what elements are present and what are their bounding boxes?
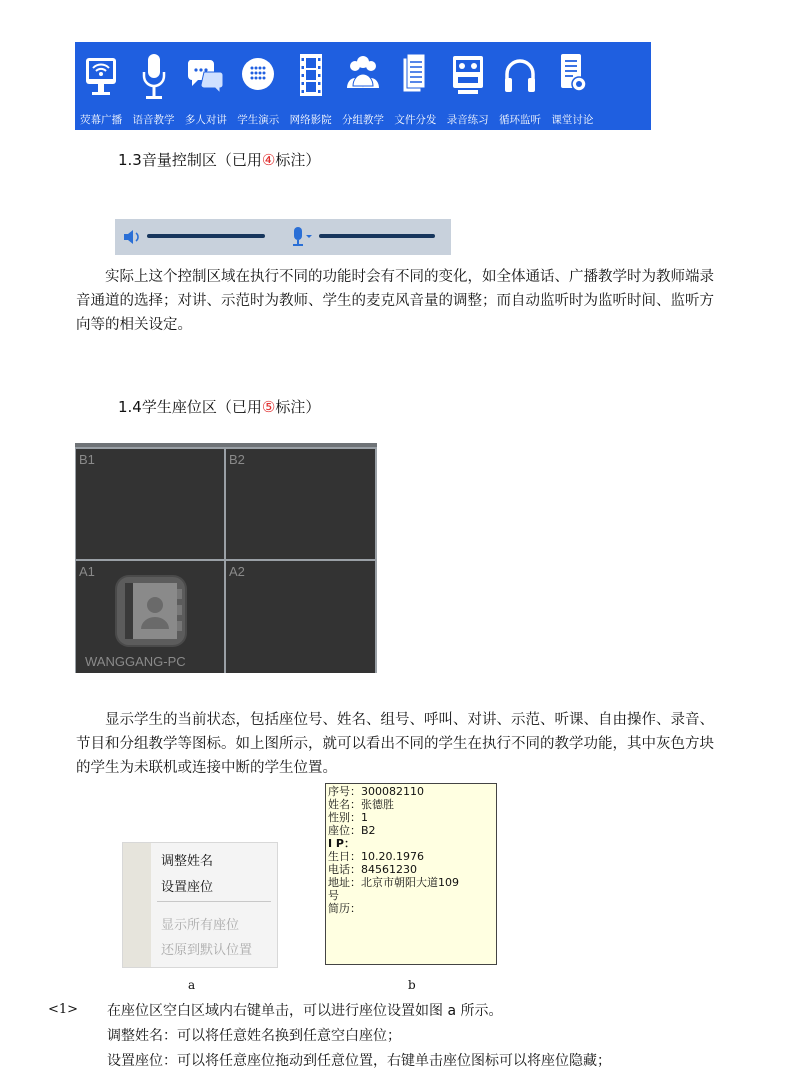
toolbar-button-group-teaching[interactable] — [337, 42, 389, 130]
circled-number: ⑤ — [261, 398, 276, 416]
step-line-1: 在座位区空白区域内右键单击，可以进行座位设置如图 a 所示。 — [107, 1003, 503, 1019]
cassette-recorder-icon — [450, 50, 486, 104]
toolbar-label: 课堂讨论 — [551, 114, 594, 126]
menu-item-set-seat[interactable]: 设置座位 — [161, 880, 214, 895]
student-demo-icon — [240, 50, 276, 104]
contacts-book-icon[interactable] — [113, 573, 189, 649]
headphones-icon — [502, 50, 538, 104]
menu-gutter — [123, 843, 151, 967]
toolbar-label: 文件分发 — [394, 114, 437, 126]
heading-text: 标注） — [275, 398, 321, 416]
seat-b2[interactable] — [226, 449, 375, 559]
menu-item-rename[interactable]: 调整姓名 — [161, 854, 214, 869]
toolbar-button-network-cinema[interactable] — [284, 42, 336, 130]
info-row: 电话：84561230 — [328, 863, 417, 876]
menu-item-show-all-seats[interactable]: 显示所有座位 — [161, 918, 240, 933]
info-row: I P： — [328, 837, 355, 850]
toolbar-label: 荧幕广播 — [80, 114, 123, 126]
info-row: 性别：1 — [328, 811, 368, 824]
chat-bubbles-icon — [188, 50, 224, 104]
file-distribute-icon — [397, 50, 433, 104]
info-row: 号 — [328, 889, 339, 902]
toolbar-button-file-distribute[interactable] — [389, 42, 441, 130]
step-marker: <1> — [48, 1002, 79, 1017]
toolbar-button-student-demo[interactable] — [232, 42, 284, 130]
figure-caption-a: a — [188, 978, 196, 992]
seat-b1[interactable] — [76, 449, 224, 559]
info-row: 座位：B2 — [328, 824, 376, 837]
film-strip-icon — [293, 50, 329, 104]
toolbar-label: 录音练习 — [446, 114, 489, 126]
info-row: 姓名：张德胜 — [328, 798, 394, 811]
heading-text: 1.3音量控制区（已用 — [118, 151, 262, 169]
info-row: 生日：10.20.1976 — [328, 850, 424, 863]
menu-divider — [157, 901, 271, 902]
toolbar-button-multi-talk[interactable] — [180, 42, 232, 130]
seat-a2[interactable] — [226, 561, 375, 673]
microphone-volume-slider[interactable] — [319, 234, 435, 238]
speaker-icon[interactable] — [123, 228, 143, 246]
toolbar-label: 多人对讲 — [184, 114, 227, 126]
microphone-dropdown-icon[interactable] — [291, 226, 315, 248]
speaker-volume-slider[interactable] — [147, 234, 265, 238]
section-heading-volume — [118, 149, 320, 170]
toolbar-button-screen-broadcast[interactable] — [75, 42, 127, 130]
info-row: 序号：300082110 — [328, 785, 424, 798]
figure-caption-b: b — [408, 978, 416, 992]
seat-label: A1 — [79, 564, 95, 579]
seat-a1[interactable] — [76, 561, 224, 673]
microphone-icon — [136, 50, 172, 104]
volume-control-bar — [115, 219, 451, 255]
screen-broadcast-icon — [83, 50, 119, 104]
student-info-card — [325, 783, 497, 965]
toolbar-label: 语音教学 — [132, 114, 175, 126]
toolbar-label: 学生演示 — [237, 114, 280, 126]
toolbar-button-class-discussion[interactable] — [546, 42, 598, 130]
function-toolbar — [75, 42, 651, 130]
toolbar-label: 分组教学 — [341, 114, 384, 126]
paragraph-seat-description: 显示学生的当前状态，包括座位号、姓名、组号、呼叫、对讲、示范、听课、自由操作、录音、节目和分组教学等图标。如上图所示，就可以看出不同的学生在执行不同的教学功能，其中灰色方块的学生为未联机或连接中断的学生位置。 — [76, 712, 714, 776]
seat-label: B2 — [229, 452, 245, 467]
heading-text: 标注） — [275, 151, 321, 169]
discussion-document-icon — [554, 50, 590, 104]
menu-item-restore-default[interactable]: 还原到默认位置 — [161, 943, 253, 958]
info-row: 地址：北京市朝阳大道109 — [328, 876, 459, 889]
student-name: WANGGANG-PC — [85, 654, 186, 669]
paragraph-volume-description: 实际上这个控制区域在执行不同的功能时会有不同的变化，如全体通话、广播教学时为教师端录音通道的选择；对讲、示范时为教师、学生的麦克风音量的调整；而自动监听时为监听时间、监听方向等的相关设定。 — [76, 269, 714, 333]
toolbar-button-loop-monitor[interactable] — [494, 42, 546, 130]
step-line-3: 设置座位：可以将任意座位拖动到任意位置，右键单击座位图标可以将座位隐藏； — [107, 1053, 611, 1069]
toolbar-label: 网络影院 — [289, 114, 332, 126]
step-line-2: 调整姓名：可以将任意姓名换到任意空白座位； — [107, 1028, 401, 1044]
section-heading-seats — [118, 396, 320, 417]
student-seat-area[interactable] — [75, 443, 377, 673]
toolbar-label: 循环监听 — [499, 114, 542, 126]
circled-number: ④ — [261, 151, 276, 169]
group-people-icon — [345, 50, 381, 104]
seat-label: A2 — [229, 564, 245, 579]
heading-text: 1.4学生座位区（已用 — [118, 398, 262, 416]
toolbar-button-voice-teaching[interactable] — [127, 42, 179, 130]
seat-label: B1 — [79, 452, 95, 467]
info-row: 简历： — [328, 902, 361, 915]
context-menu — [122, 842, 278, 968]
toolbar-button-recording-practice[interactable] — [442, 42, 494, 130]
